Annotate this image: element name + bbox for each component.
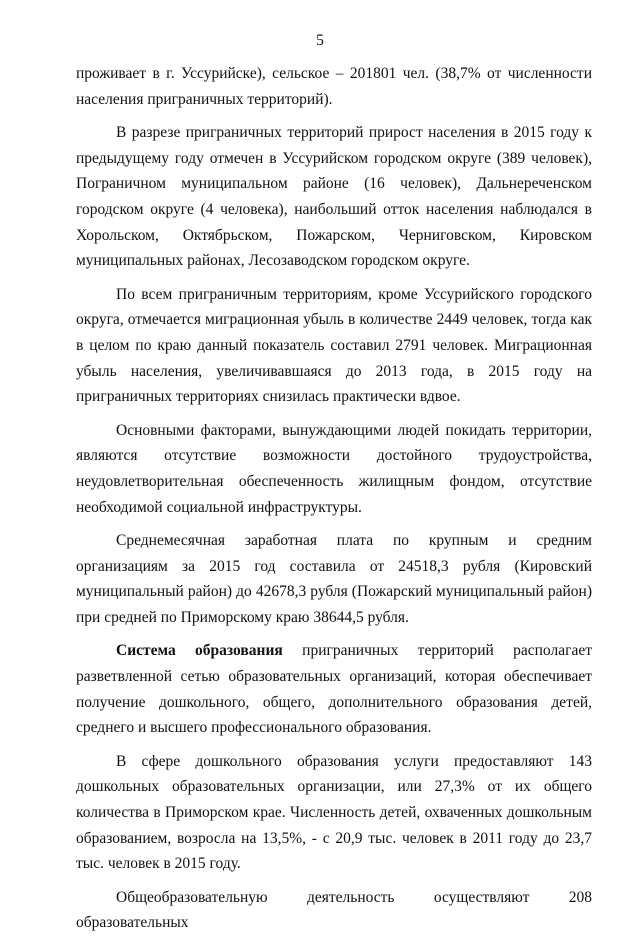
paragraph-text: В сфере дошкольного образования услуги предоставляют 143 дошкольных образовательных организации, или 27,3% от их общего количества в Приморском крае. Численность детей, охваченных дошкольным образованием, возросла на 13,5%, - с 20,9 тыс. человек в 2011 году до 23,7 тыс. человек в 2015 году.	[76, 752, 592, 873]
paragraph-population-continuation	[76, 61, 592, 112]
paragraph-text: В разрезе приграничных территорий прирост населения в 2015 году к предыдущему году отмечен в Уссурийском городском округе (389 человек), Пограничном муниципальном районе (16 человек), Дальнереченском городском округе (4 человека), наибольший отток населения наблюдался в Хорольском, Октябрьском, Пожарском, Черниговском, Кировском муниципальных районах, Лесозаводском городском округе.	[76, 124, 592, 270]
paragraph-text: проживает в г. Уссурийске), сельское – 201801 чел. (38,7% от численности населения приграничных территорий).	[76, 65, 592, 108]
page-number: 5	[316, 32, 324, 49]
paragraph-wages	[76, 528, 592, 630]
paragraph-text: приграничных территорий располагает разветвленной сетью образовательных организаций, которая обеспечивает получение дошкольного, общего, дополнительного образования детей, среднего и высшего профессионального образования.	[76, 642, 592, 737]
section-term-education-system: Система образования	[116, 642, 283, 660]
paragraph-education-system	[76, 638, 592, 740]
paragraph-text: По всем приграничным территориям, кроме Уссурийского городского округа, отмечается миграционная убыль в количестве 2449 человек, тогда как в целом по краю данный показатель составил 2791 человек. Миграционная убыль населения, увеличивавшаяся до 2013 года, в 2015 году на приграничных территориях снизилась практически вдвое.	[76, 285, 592, 406]
paragraph-general-education	[76, 885, 592, 932]
paragraph-population-growth	[76, 120, 592, 274]
document-body	[76, 61, 592, 932]
paragraph-text: Среднемесячная заработная плата по крупным и средним организациям за 2015 год составила от 24518,3 рубля (Кировский муниципальный район) до 42678,3 рубля (Пожарский муниципальный район) при средней по Приморскому краю 38644,5 рубля.	[76, 532, 592, 626]
paragraph-preschool	[76, 749, 592, 877]
paragraph-factors	[76, 418, 592, 520]
paragraph-migration	[76, 282, 592, 410]
paragraph-text: Основными факторами, вынуждающими людей покидать территории, являются отсутствие возможности достойного трудоустройства, неудовлетворительная обеспеченность жилищным фондом, отсутствие необходимой социальной инфраструктуры.	[76, 421, 592, 516]
paragraph-text: Общеобразовательную деятельность осуществляют 208 образовательных	[76, 888, 592, 932]
